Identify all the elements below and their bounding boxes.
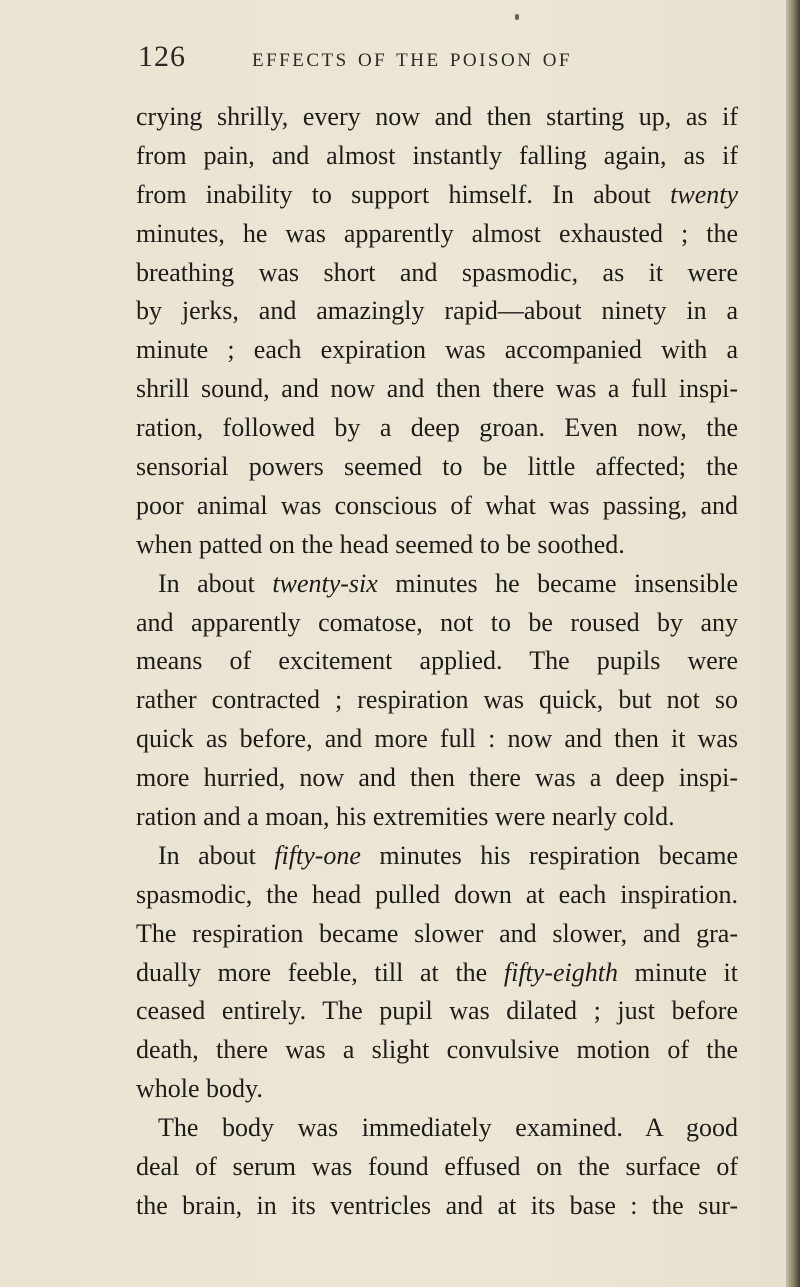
text-line: spasmodic, the head pulled down at each inspiration. bbox=[136, 879, 738, 909]
text-line: when patted on the head seemed to be soothed. bbox=[136, 529, 625, 559]
text-line: and apparently comatose, not to be roused by any bbox=[136, 607, 738, 637]
ink-speck bbox=[515, 14, 519, 20]
text-line: breathing was short and spasmodic, as it were bbox=[136, 257, 738, 287]
text-line: In about twenty-six minutes he became insensible bbox=[158, 568, 738, 598]
text-line: the brain, in its ventricles and at its base : the sur- bbox=[136, 1190, 738, 1220]
text-line: In about fifty-one minutes his respiration became bbox=[158, 840, 739, 870]
text-line: minute ; each expiration was accompanied with a bbox=[136, 335, 738, 365]
italic-term: twenty-six bbox=[272, 568, 378, 598]
text-line: ration and a moan, his extremities were nearly cold. bbox=[136, 802, 675, 832]
text-line: by jerks, and amazingly rapid—about ninety in a bbox=[136, 296, 738, 326]
text-line: The respiration became slower and slower, and gra- bbox=[136, 918, 738, 948]
running-head: EFFECTS OF THE POISON OF bbox=[252, 50, 572, 71]
text-line: from pain, and almost instantly falling again, as if bbox=[136, 140, 738, 170]
text-line: ration, followed by a deep groan. Even now, the bbox=[136, 413, 738, 443]
text-line: whole body. bbox=[136, 1074, 263, 1104]
text-line: from inability to support himself. In about twenty bbox=[136, 179, 738, 209]
text-line: more hurried, now and then there was a deep inspi- bbox=[136, 763, 738, 793]
text-line: death, there was a slight convulsive motion of the bbox=[136, 1035, 738, 1065]
text-line: quick as before, and more full : now and then it was bbox=[136, 724, 738, 754]
text-line: ceased entirely. The pupil was dilated ; just before bbox=[136, 996, 738, 1026]
text-line: poor animal was conscious of what was passing, and bbox=[136, 490, 738, 520]
italic-term: twenty bbox=[670, 179, 738, 209]
text-line: shrill sound, and now and then there was a full inspi- bbox=[136, 374, 738, 404]
text-line: crying shrilly, every now and then starting up, as if bbox=[136, 102, 738, 131]
text-line: minutes, he was apparently almost exhausted ; the bbox=[136, 218, 738, 248]
text-line: means of excitement applied. The pupils were bbox=[136, 646, 738, 676]
italic-term: fifty-one bbox=[274, 840, 361, 870]
text-line: rather contracted ; respiration was quick, but not so bbox=[136, 685, 738, 715]
page-edge-shadow bbox=[786, 0, 800, 1287]
text-line: dually more feeble, till at the fifty-eighth minute it bbox=[136, 957, 738, 987]
text-line: deal of serum was found effused on the surface of bbox=[136, 1152, 738, 1182]
page-header bbox=[120, 40, 760, 80]
italic-term: fifty-eighth bbox=[503, 957, 618, 987]
page-number: 126 bbox=[138, 40, 186, 73]
body-text bbox=[136, 98, 738, 1226]
text-line: sensorial powers seemed to be little affected; the bbox=[136, 452, 738, 482]
text-line: The body was immediately examined. A good bbox=[158, 1113, 738, 1143]
